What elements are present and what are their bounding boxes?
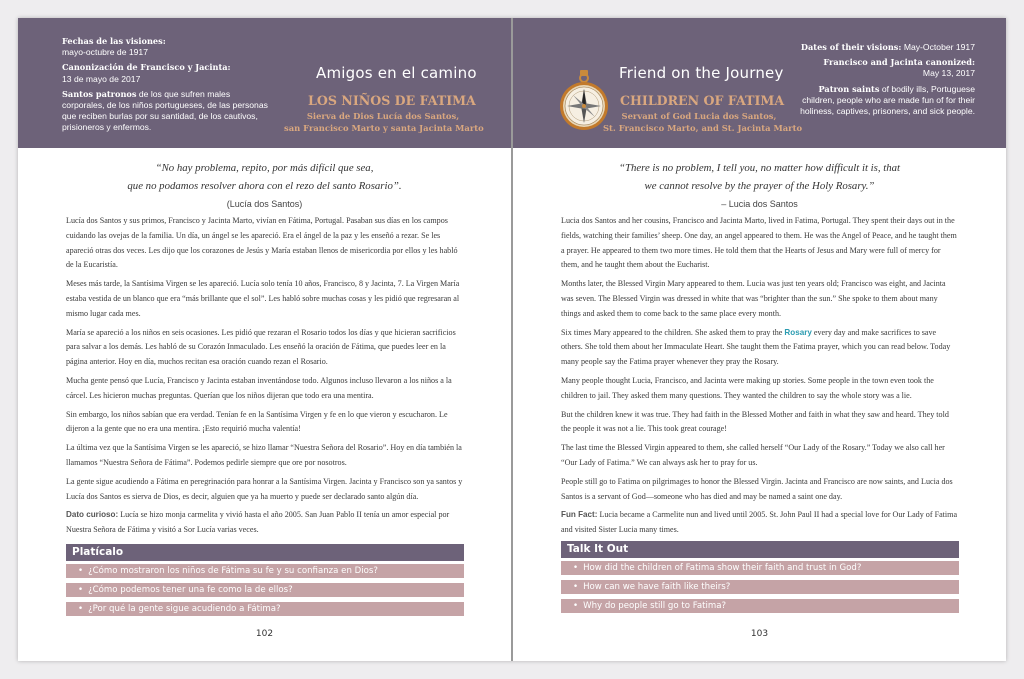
left-talk-item: • ¿Cómo mostraron los niños de Fátima su fe y su confianza en Dios? — [66, 564, 464, 578]
left-meta-dates: Fechas de las visiones: mayo-octubre de 1917 — [62, 36, 166, 58]
left-paragraph: La gente sigue acudiendo a Fátima en peregrinación para honrar a la Santísima Virgen. Jacinta y Francisco son ya santos y Lucía dos Santos es sierva de Dios, es decir, alguien que ya ha muerto y puede ser declarado santo algún día. — [66, 476, 463, 501]
right-paragraph: Six times Mary appeared to the children. She asked them to pray the Rosary every day and make sacrifices to save others. She told them about her Immaculate Heart. She taught them the Fatima prayer, which you can read below. Today many people say the Fatima prayer whenever they pray the Rosary. — [561, 327, 951, 367]
right-talk-item: • How did the children of Fatima show their faith and trust in God? — [561, 561, 959, 575]
right-talk-heading: Talk It Out — [561, 541, 959, 558]
left-meta-patron: Santos patronos de los que sufren males corporales, de los niños portugueses, de las personas que reciben burlas por su santidad, de los cautivos, prisioneros y enfermos. — [62, 88, 268, 133]
right-paragraph: Months later, the Blessed Virgin Mary appeared to them. Lucia was just ten years old; Francisco was eight, and Jacinta was seven. The Blessed Virgin was dressed in white that was “brighter than the sun.” She spoke to them about many things and asked them to come back to the same place every month. — [561, 279, 946, 318]
bullet-icon: • — [78, 566, 84, 576]
bullet-icon: • — [573, 601, 579, 611]
left-paragraph: La última vez que la Santísima Virgen se les apareció, se hizo llamar “Nuestra Señora del Rosario”. Hoy en día también la llamamos “Nuestra Señora de Fátima”. Podemos pedirle siempre que ore por nosotros. — [66, 443, 462, 467]
right-meta-patron: Patron saints of bodily ills, Portuguese children, people who are made fun of for their holiness, captives, prisoners, and sick people. — [800, 83, 975, 117]
right-paragraph: The last time the Blessed Virgin appeared to them, she called herself “Our Lady of the Rosary.” Today we also call her “Our Lady of Fatima.” We can always ask her to pray for us. — [561, 443, 945, 467]
left-page-number: 102 — [255, 629, 274, 639]
right-banner-description: Servant of God Lucia dos Santos, St. Francisco Marto, and St. Jacinta Marto — [603, 111, 803, 133]
right-meta — [797, 42, 975, 121]
right-page — [513, 18, 1006, 661]
bullet-icon: • — [78, 604, 84, 614]
right-talk-item: • How can we have faith like theirs? — [561, 580, 959, 594]
right-fun-fact: Fun Fact: Lucia became a Carmelite nun and lived until 2005. St. John Paul II had a special love for Our Lady of Fatima and visited Sister Lucia many times. — [561, 510, 958, 535]
bullet-icon: • — [573, 563, 579, 573]
left-body-text — [66, 214, 464, 542]
right-banner-subtitle: CHILDREN OF FATIMA — [620, 93, 785, 108]
left-quote: “No hay problema, repito, por más difícil que sea, que no podamos resolver ahora con el rezo del santo Rosario”. (Lucía dos Santos) — [127, 162, 402, 209]
right-talk-item: • Why do people still go to Fatima? — [561, 599, 959, 613]
left-talk-heading: Platícalo — [66, 544, 464, 561]
right-paragraph: But the children knew it was true. They had faith in the Blessed Mother and faith in what they saw and heard. They told the people it was not a lie. This took great courage! — [561, 409, 949, 434]
left-meta-canonization: Canonización de Francisco y Jacinta: 13 de mayo de 2017 — [62, 62, 231, 84]
left-talk-item: • ¿Cómo podemos tener una fe como la de ellos? — [66, 583, 464, 597]
left-fun-fact: Dato curioso: Lucía se hizo monja carmelita y vivió hasta el año 2005. San Juan Pablo II tenía un amor especial por Nuestra Señora de Fátima y visitó a Sor Lucía varias veces. — [66, 510, 450, 535]
left-paragraph: Lucía dos Santos y sus primos, Francisco y Jacinta Marto, vivían en Fátima, Portugal. Pasaban sus días en los campos cuidando las ovejas de la familia. Un día, un ángel se les apareció. Era el ángel de la paz y les enseñó a rezar. Se les apareció otras dos veces. Les dijo que los corazones de Jesús y María estaban llenos de misericordia por ellos y les habló de la Eucaristía. — [66, 216, 458, 270]
right-banner-title: Friend on the Journey — [619, 64, 784, 82]
right-meta-dates: Dates of their visions: May-October 1917 — [800, 42, 975, 52]
left-banner — [18, 18, 511, 148]
left-page — [18, 18, 511, 661]
bullet-icon: • — [573, 582, 579, 592]
right-paragraph: Lucia dos Santos and her cousins, Francisco and Jacinta Marto, lived in Fatima, Portugal. They spent their days out in the fields, watching their families’ sheep. One day, an angel appeared to them. He was the Angel of Peace, and he taught them a prayer. He appeared to them two more times. He told them that the Hearts of Jesus and Mary were full of mercy for them, and he taught them about the Eucharist. — [561, 216, 957, 270]
left-paragraph: Mucha gente pensó que Lucía, Francisco y Jacinta estaban inventándose todo. Algunos incluso llevaron a los niños a la cárcel. Les hicieron muchas preguntas. Querían que los niños dijeran que todo era una mentira. — [66, 375, 452, 400]
left-paragraph: Sin embargo, los niños sabían que era verdad. Tenían fe en la Santísima Virgen y fe en lo que vieron y escucharon. Le dijeron a la gente que no era una mentira. ¡Esto requirió mucha valentía! — [66, 409, 448, 434]
left-banner-description: Sierva de Dios Lucía dos Santos, san Francisco Marto y santa Jacinta Marto — [284, 111, 484, 133]
right-paragraph: Many people thought Lucia, Francisco, and Jacinta were making up stories. Some people in the town even took the children to jail. They asked them many questions. They wanted the children to say the whole story was a lie. — [561, 375, 934, 400]
right-quote: “There is no problem, I tell you, no matter how difficult it is, that we cannot resolve by the prayer of the Holy Rosary.” – Lucia dos Santos — [618, 162, 901, 209]
left-banner-title: Amigos en el camino — [316, 64, 477, 82]
right-page-number: 103 — [750, 629, 769, 639]
left-banner-subtitle: LOS NIÑOS DE FATIMA — [308, 93, 476, 108]
right-paragraph: People still go to Fatima on pilgrimages to honor the Blessed Virgin. Jacinta and Francisco are now saints, and Lucia dos Santos is a servant of God—someone who has died and may be named a saint one day. — [561, 476, 953, 501]
rosary-highlight: Rosary — [784, 327, 812, 337]
left-paragraph: María se apareció a los niños en seis ocasiones. Les pidió que rezaran el Rosario todos los días y que hicieran sacrificios para salvar a los demás. Les habló de su Corazón Inmaculado. Les enseñó la oración de Fátima, que puedes leer en la página anterior. Hoy en día, muchos recitan esa oración cuando rezan el Rosario. — [66, 327, 456, 367]
left-meta — [62, 36, 272, 138]
right-banner — [513, 18, 1006, 148]
right-meta-canonization: Francisco and Jacinta canonized: May 13, 2017 — [823, 57, 975, 79]
left-paragraph: Meses más tarde, la Santísima Virgen se les apareció. Lucía solo tenía 10 años, Francisco, 8 y Jacinta, 7. La Virgen María estaba vestida de un blanco que era “más brillante que el sol”. Les habló sobre muchas cosas y les pidió que regresaran al mismo lugar cada mes. — [66, 279, 460, 318]
left-talk-item: • ¿Por qué la gente sigue acudiendo a Fátima? — [66, 602, 464, 616]
book-spread — [18, 18, 1006, 661]
right-body-text — [561, 214, 959, 542]
bullet-icon: • — [78, 585, 84, 595]
